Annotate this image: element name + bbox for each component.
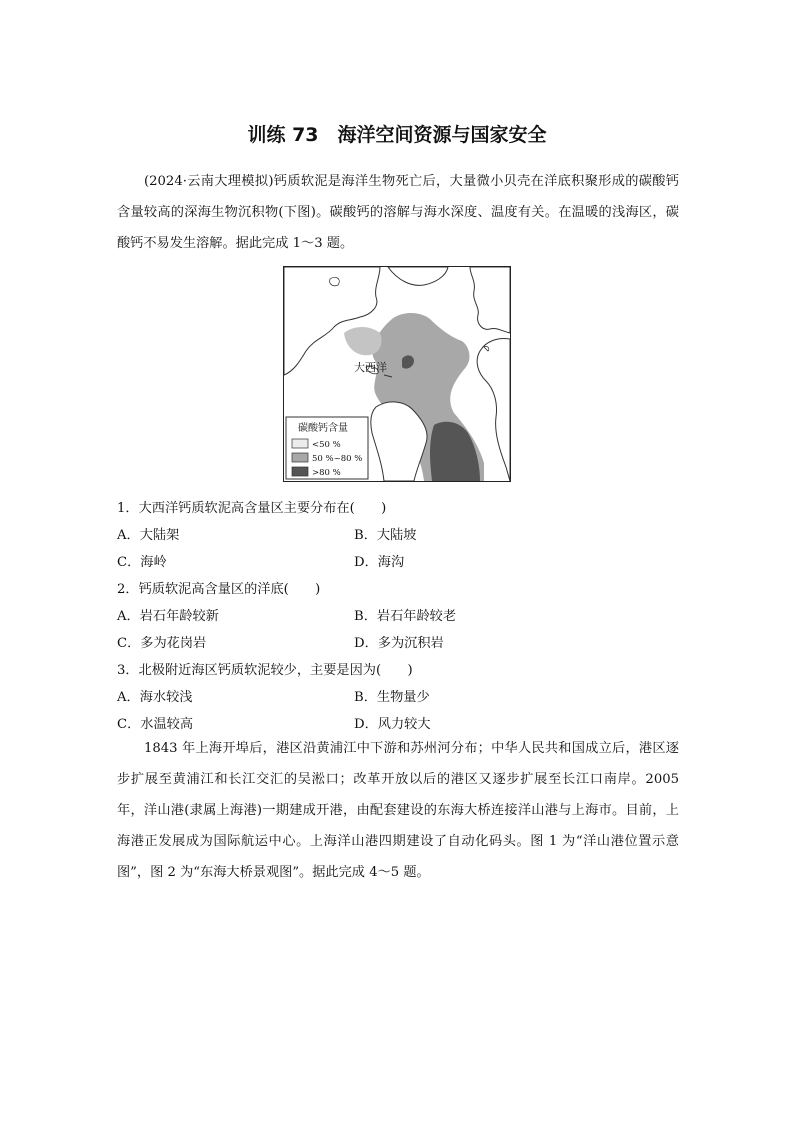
legend-swatch-high: [292, 467, 308, 476]
legend-label-mid: 50 %~80 %: [312, 454, 363, 464]
legend-title: 碳酸钙含量: [298, 423, 348, 434]
question-3-option-c: C．水温较高: [117, 717, 194, 732]
question-1-option-d: D．海沟: [354, 555, 405, 570]
ocean-label: 大西洋: [354, 361, 387, 374]
question-2-option-d: D．多为沉积岩: [354, 636, 444, 651]
question-1-option-c: C．海岭: [117, 555, 167, 570]
legend-swatch-mid: [292, 453, 308, 462]
mid-content-zone-north: [344, 327, 382, 355]
question-2-stem: 2．钙质软泥高含量区的洋底( ): [117, 582, 321, 597]
question-1-option-a: A．大陆架: [117, 528, 180, 543]
atlantic-carbonate-map: [283, 266, 511, 482]
question-1-stem: 1．大西洋钙质软泥高含量区主要分布在( ): [117, 501, 387, 516]
intro-paragraph-1: (2024·云南大理模拟)钙质软泥是海洋生物死亡后，大量微小贝壳在洋底积聚形成的碳酸钙含量较高的深海生物沉积物(下图)。碳酸钙的溶解与海水深度、温度有关。在温暖的浅海区，碳酸钙不易发生溶解。据此完成 1～3 题。: [117, 174, 679, 251]
question-3-option-b: B．生物量少: [354, 690, 430, 705]
question-1-option-b: B．大陆坡: [354, 528, 417, 543]
greenland-land: [388, 267, 448, 285]
page-title: 训练 73 海洋空间资源与国家安全: [247, 124, 547, 146]
legend-swatch-low: [292, 439, 308, 448]
question-2-option-b: B．岩石年龄较老: [354, 609, 457, 624]
question-3-option-d: D．风力较大: [354, 717, 431, 732]
intro-paragraph-2: 1843 年上海开埠后，港区沿黄浦江中下游和苏州河分布；中华人民共和国成立后，港区逐步扩展至黄浦江和长江交汇的吴淞口；改革开放以后的港区又逐步扩展至长江口南岸。2005 年，洋山港(隶属上海港)一期建成开港，由配套建设的东海大桥连接洋山港与上海市。目前，上海港正发展成为国际航运中心。上海洋山港四期建设了自动化码头。图 1 为“洋山港位置示意图”，图 2 为“东海大桥景观图”。据此完成 4～5 题。: [117, 741, 679, 880]
high-content-zone-south: [430, 422, 480, 481]
question-3-option-a: A．海水较浅: [117, 690, 193, 705]
question-2-option-c: C．多为花岗岩: [117, 636, 207, 651]
legend-label-low: <50 %: [312, 440, 341, 450]
legend-label-high: >80 %: [312, 468, 341, 478]
island-shape: [330, 277, 340, 285]
question-2-option-a: A．岩石年龄较新: [117, 609, 219, 624]
map-svg: [284, 267, 510, 481]
question-3-stem: 3．北极附近海区钙质软泥较少，主要是因为( ): [117, 663, 413, 678]
europe-land: [470, 267, 510, 333]
